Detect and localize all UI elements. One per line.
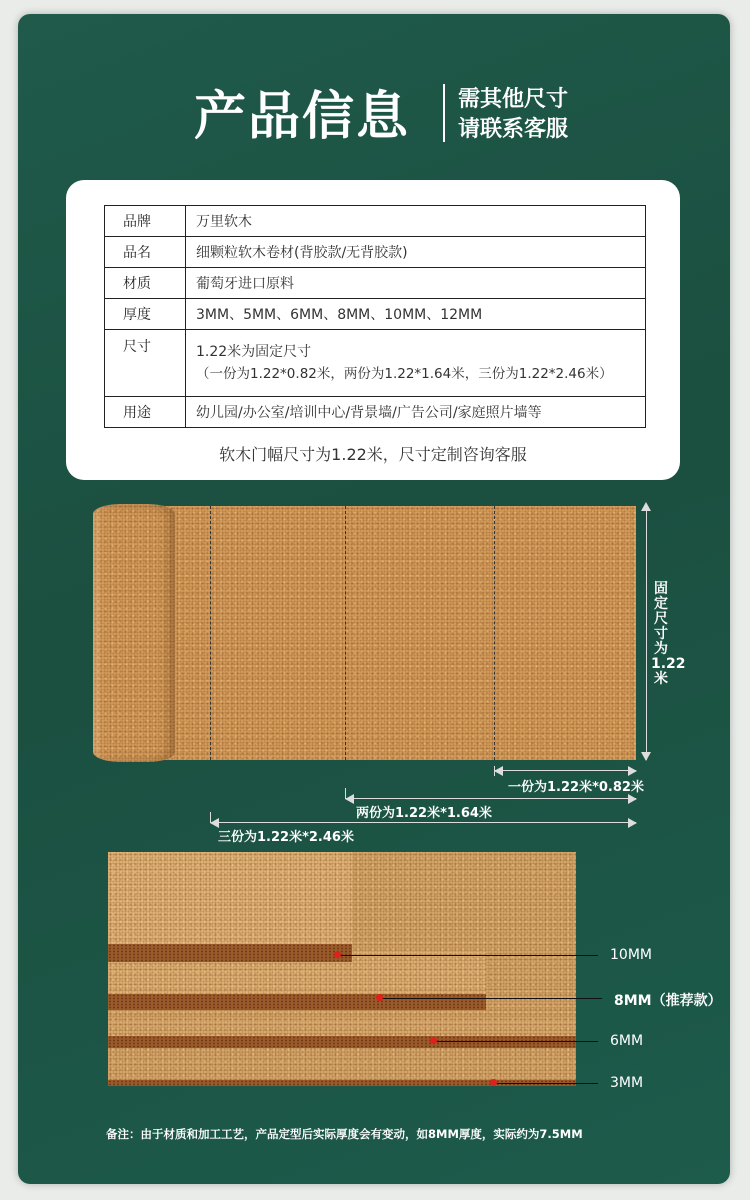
arrow-right-icon [628,766,637,776]
leader-line-6mm [434,1041,598,1042]
cork-roll [93,504,175,762]
subtitle-line-1: 需其他尺寸 [458,87,569,112]
arrow-up-icon [641,502,651,511]
label-10mm: 10MM [610,947,652,963]
table-row [105,299,646,330]
row-value-usage: 幼儿园/办公室/培训中心/背景墙/广告公司/家庭照片墙等 [186,397,646,428]
marker-dot [376,994,383,1001]
width-note: 软木门幅尺寸为1.22米，尺寸定制咨询客服 [219,445,527,464]
row-value-size [186,330,646,397]
three-parts-label: 三份为1.22米*2.46米 [218,830,354,845]
marker-dot [430,1037,437,1044]
one-part-line [494,770,636,771]
leader-line-3mm [494,1083,598,1084]
arrow-right-icon [628,818,637,828]
row-key-name: 品名 [105,237,186,268]
arrow-left-icon [345,794,354,804]
row-value-thickness: 3MM、5MM、6MM、8MM、10MM、12MM [186,299,646,330]
height-dimension-line [646,506,647,760]
table-row [105,206,646,237]
cork-sheet [160,506,636,760]
product-info-card [66,180,680,480]
board-6mm-edge [108,1036,576,1048]
row-key-size: 尺寸 [105,330,186,397]
label-6mm: 6MM [610,1033,644,1049]
roll-diagram [0,490,750,850]
one-part-label: 一份为1.22米*0.82米 [508,780,644,795]
leader-line-8mm [380,998,602,999]
title-divider [443,84,445,142]
board-10mm-edge [108,944,352,962]
arrow-down-icon [641,752,651,761]
label-8mm: 8MM（推荐款） [614,993,722,1009]
size-line-1: 1.22米为固定尺寸 [196,344,312,360]
header [0,60,750,150]
cut-line-3 [494,506,495,760]
row-key-thickness: 厚度 [105,299,186,330]
row-key-brand: 品牌 [105,206,186,237]
cut-line-2 [345,506,346,760]
table-row [105,268,646,299]
row-key-material: 材质 [105,268,186,299]
size-line-2: （一份为1.22*0.82米，两份为1.22*1.64米，三份为1.22*2.46米） [196,366,613,382]
footnote: 备注：由于材质和加工工艺，产品定型后实际厚度会有变动，如8MM厚度，实际约为7.5MM [106,1127,583,1141]
board-10mm-top [108,852,352,944]
table-row [105,397,646,428]
thickness-diagram [108,852,576,1092]
arrow-right-icon [628,794,637,804]
table-row [105,330,646,397]
row-key-usage: 用途 [105,397,186,428]
board-8mm-edge [108,994,486,1010]
marker-dot [334,951,341,958]
two-parts-line [345,798,636,799]
two-parts-label: 两份为1.22米*1.64米 [356,806,492,821]
label-3mm: 3MM [610,1075,644,1091]
arrow-left-icon [494,766,503,776]
leader-line-10mm [338,955,598,956]
three-parts-line [210,822,636,823]
product-info-table [104,205,646,428]
table-row [105,237,646,268]
row-value-material: 葡萄牙进口原料 [186,268,646,299]
marker-dot [490,1079,497,1086]
row-value-name: 细颗粒软木卷材(背胶款/无背胶款) [186,237,646,268]
row-value-brand: 万里软木 [186,206,646,237]
subtitle-line-2: 请联系客服 [458,117,569,142]
cut-line-1 [210,506,211,760]
page-title: 产品信息 [194,87,411,147]
height-label: 固定尺寸为1.22米 [651,581,686,687]
